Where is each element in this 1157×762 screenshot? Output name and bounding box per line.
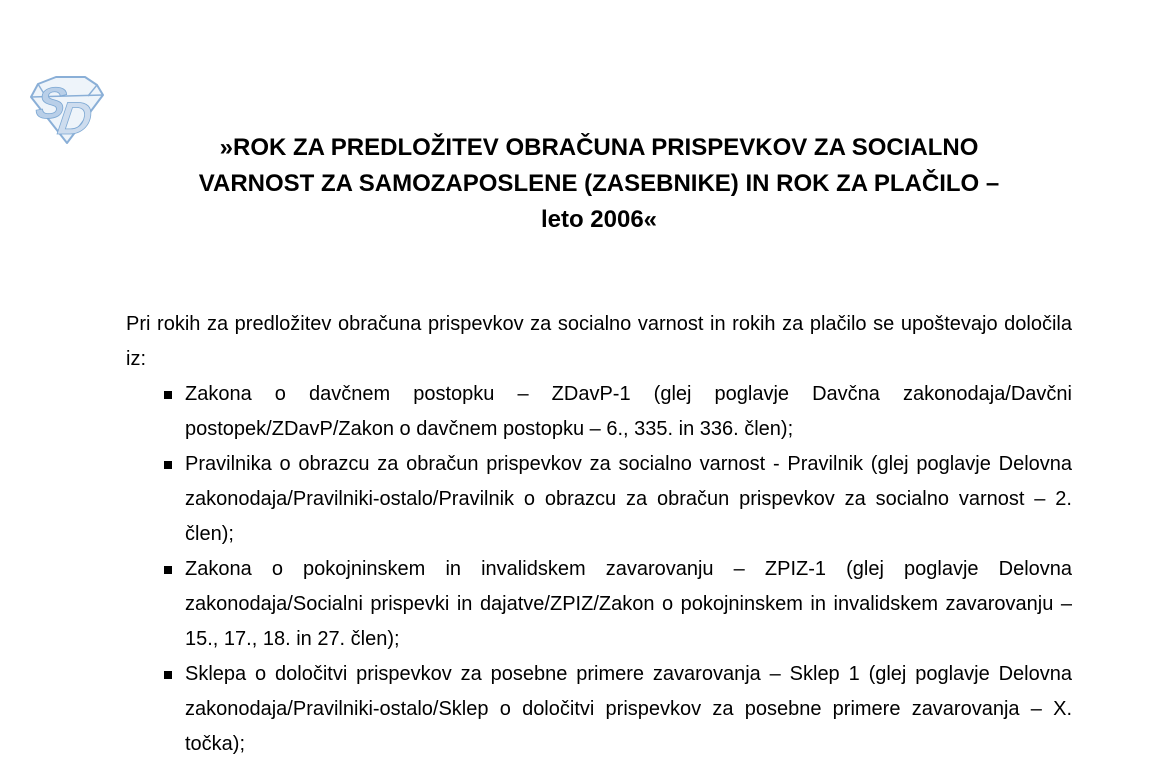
square-bullet-icon [164,566,172,574]
title-line-2: VARNOST ZA SAMOZAPOSLENE (ZASEBNIKE) IN ROK ZA PLAČILO – [198,170,1000,197]
title-line-1: »ROK ZA PREDLOŽITEV OBRAČUNA PRISPEVKOV ZA SOCIALNO [219,134,979,161]
list-item [126,552,1072,657]
list-item-text: Zakona o davčnem postopku – ZDavP-1 (glej poglavje Davčna zakonodaja/Davčni postopek/ZDavP/Zakon o davčnem postopku – 6., 335. in 336. člen); [185,383,1072,440]
list-item [126,377,1072,447]
square-bullet-icon [164,671,172,679]
list-item [126,657,1072,762]
square-bullet-icon [164,461,172,469]
logo-letter-d: D [54,92,96,144]
square-bullet-icon [164,391,172,399]
list-item-text: Sklepa o določitvi prispevkov za posebne primere zavarovanja – Sklep 1 (glej poglavje Delovna zakonodaja/Pravilniki-ostalo/Sklep o določitvi prispevkov za posebne primere zavarovanja – X. točka); [185,663,1072,755]
logo-letter-s: S [33,79,70,128]
bullet-list [126,377,1072,762]
document-body [126,307,1072,762]
list-item-text: Zakona o pokojninskem in invalidskem zavarovanju – ZPIZ-1 (glej poglavje Delovna zakonodaja/Socialni prispevki in dajatve/ZPIZ/Zakon o pokojninskem in invalidskem zavarovanju – 15., 17., 18. in 27. člen); [185,558,1072,650]
intro-paragraph: Pri rokih za predložitev obračuna prispevkov za socialno varnost in rokih za plačilo se upoštevajo določila iz: [126,313,1072,370]
list-item-text: Pravilnika o obrazcu za obračun prispevkov za socialno varnost - Pravilnik (glej poglavje Delovna zakonodaja/Pravilniki-ostalo/Pravilnik o obrazcu za obračun prispevkov za socialno varnost – 2. člen); [185,453,1072,545]
document-title [126,130,1072,238]
title-line-3: leto 2006« [540,206,658,233]
sd-diamond-logo [25,72,107,148]
list-item [126,447,1072,552]
